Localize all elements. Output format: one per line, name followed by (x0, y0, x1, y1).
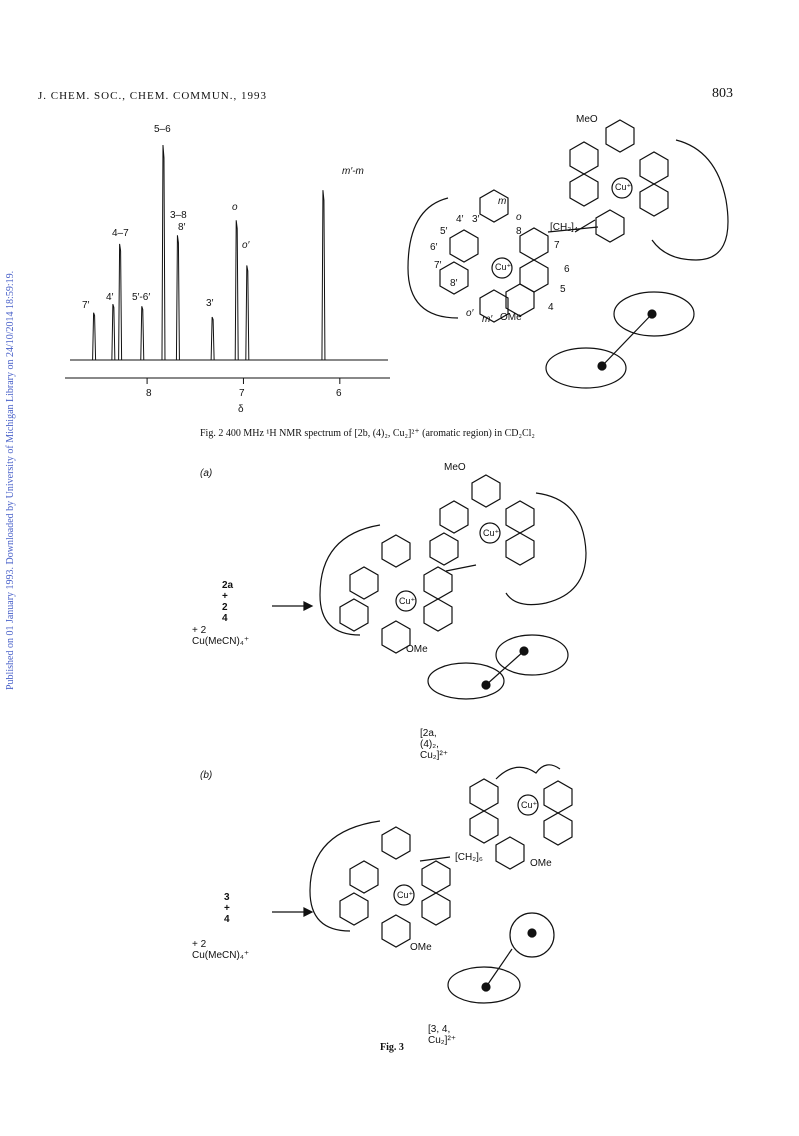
fig3a-meo-label: MeO (444, 462, 466, 473)
fig3b-cu2-label: Cu⁺ (397, 890, 414, 900)
fig3a-structure (300, 465, 620, 695)
fig3b-ome2-label: OMe (410, 942, 432, 953)
fig3a-ome-label: OMe (406, 644, 428, 655)
fig3b-cu1-label: Cu⁺ (521, 800, 538, 810)
axis-tick-8: 8 (146, 388, 152, 399)
peak-label-7p: 7′ (82, 300, 90, 311)
pos-7-label: 7 (554, 240, 560, 251)
fig3b-ch2-label: [CH₂]₆ (455, 852, 483, 863)
fig3b-product: [3, 4, Cu₂]²⁺ (428, 1024, 457, 1046)
fig3b-ome1-label: OMe (530, 858, 552, 869)
fig3b-structure (300, 765, 620, 1005)
cu-top-label: Cu⁺ (615, 182, 632, 192)
mp-label: m′ (482, 314, 493, 325)
fig3b-panel-label: (b) (200, 770, 213, 781)
pos-8p-label: 8′ (450, 278, 458, 289)
axis-tick-6: 6 (336, 388, 342, 399)
fig3a-reagent1: 2a + 2 4 (222, 580, 234, 624)
cu-mid-label: Cu⁺ (495, 262, 512, 272)
fig2-structure-labels (390, 110, 790, 400)
peak-label-o: o (232, 202, 238, 213)
fig3b-reagent2: + 2 Cu(MeCN)₄⁺ (192, 939, 250, 961)
fig3b-reagent1: 3 + 4 (224, 892, 230, 925)
journal-header: J. CHEM. SOC., CHEM. COMMUN., 1993 (38, 90, 267, 102)
pos-5p-label: 5′ (440, 226, 448, 237)
op-label: o′ (466, 308, 474, 319)
fig3a-product: [2a, (4)₂, Cu₂]²⁺ (420, 728, 449, 761)
axis-label-delta: δ (238, 404, 244, 415)
fig3a-cu2-label: Cu⁺ (399, 596, 416, 606)
fig3a-arrow (272, 601, 312, 611)
peak-label-3-8: 3–8 (170, 210, 187, 221)
pos-3p-label: 3′ (472, 214, 480, 225)
o-label: o (516, 212, 522, 223)
pos-4-label: 4 (548, 302, 554, 313)
peak-label-3p: 3′ (206, 298, 214, 309)
fig3a-cu1-label: Cu⁺ (483, 528, 500, 538)
m-label: m (498, 196, 507, 207)
fig3a-panel-label: (a) (200, 468, 213, 479)
axis-tick-7: 7 (239, 388, 245, 399)
ome-label: OMe (500, 312, 522, 323)
peak-label-8p: 8′ (178, 222, 186, 233)
peak-label-5p6p: 5′-6′ (132, 292, 151, 303)
fig3-caption: Fig. 3 (380, 1042, 404, 1053)
peak-label-5-6: 5–6 (154, 124, 171, 135)
download-watermark: Published on 01 January 1993. Downloaded by University of Michigan Library on 24/10/2014 18:59:19. (5, 270, 16, 690)
peak-label-4-7: 4–7 (112, 228, 129, 239)
fig2-caption: Fig. 2 400 MHz ¹H NMR spectrum of [2b, (4)₂, Cu₂]²⁺ (aromatic region) in CD₂Cl₂ (200, 428, 535, 439)
peak-label-op: o′ (242, 240, 250, 251)
fig3a-reagent2: + 2 Cu(MeCN)₄⁺ (192, 625, 250, 647)
peak-labels (60, 120, 390, 420)
peak-label-mpm: m′-m (342, 166, 364, 177)
peak-label-4p: 4′ (106, 292, 114, 303)
pos-7p-label: 7′ (434, 260, 442, 271)
pos-6-label: 6 (564, 264, 570, 275)
ch2-4-label: [CH₂]₄ (550, 222, 578, 233)
page-number: 803 (712, 86, 733, 101)
pos-5-label: 5 (560, 284, 566, 295)
pos-4p-label: 4′ (456, 214, 464, 225)
pos-8-label: 8 (516, 226, 522, 237)
meo-label: MeO (576, 114, 598, 125)
pos-6p-label: 6′ (430, 242, 438, 253)
fig3b-arrow (272, 907, 312, 917)
